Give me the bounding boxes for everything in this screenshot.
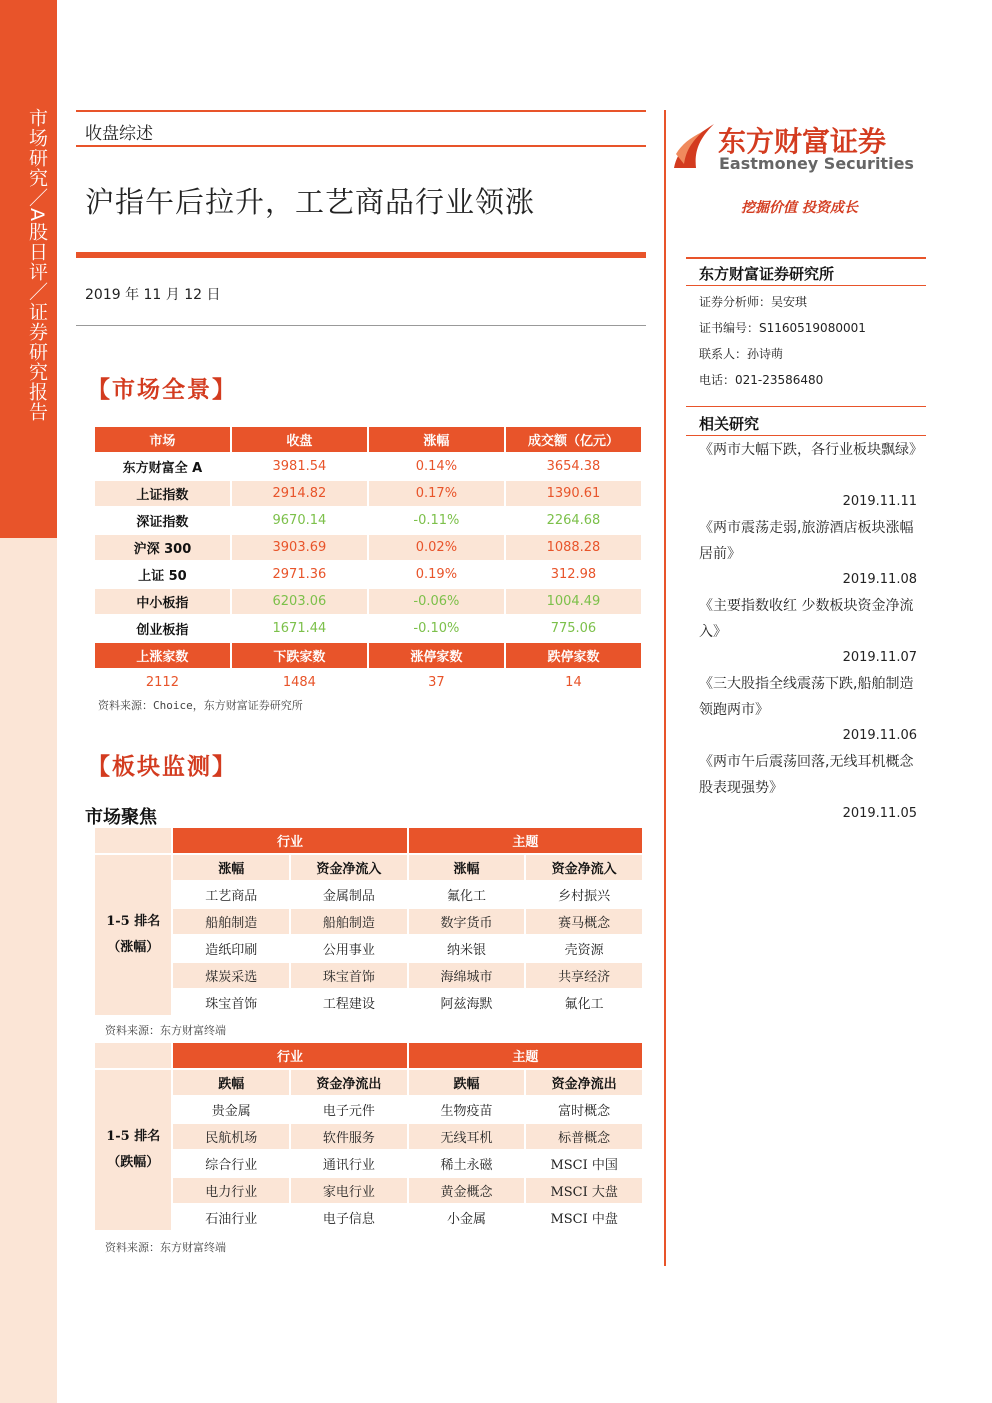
report-date: 2019 年 11 月 12 日 <box>85 287 221 303</box>
table-cell: 船舶制造 <box>173 909 289 934</box>
table-cell: 家电行业 <box>291 1178 407 1203</box>
section-label: 收盘综述 <box>85 124 153 144</box>
table-cell: 氟化工 <box>564 997 604 1012</box>
sub-header-row <box>95 855 642 880</box>
header-second-rule <box>76 145 646 147</box>
table-cell: 无线耳机 <box>409 1124 525 1149</box>
sector-down-source: 资料来源：东方财富终端 <box>105 1241 226 1254</box>
table-row <box>95 589 641 614</box>
table-row <box>95 963 642 988</box>
table-cell: 黄金概念 <box>409 1178 525 1203</box>
col-down-count: 下跌家数 <box>232 643 367 668</box>
count-row <box>95 670 641 695</box>
index-name: 上证 50 <box>138 569 187 584</box>
report-category-label: 市场研究／A股日评／证券研究报告 <box>26 108 48 422</box>
down-count: 1484 <box>282 675 316 690</box>
related-date: 2019.11.05 <box>842 806 917 821</box>
sector-heading: 【板块监测】 <box>87 753 237 780</box>
index-change: 0.14% <box>415 459 458 474</box>
table-cell: 金属制品 <box>322 889 375 904</box>
institute-bottom-rule <box>686 285 926 286</box>
table-row <box>95 562 641 587</box>
sector-down-table <box>93 1041 644 1232</box>
brand-name-cn: 东方财富证券 <box>718 125 887 158</box>
table-cell: 纳米银 <box>447 943 487 958</box>
table-cell: 工艺商品 <box>205 889 258 904</box>
related-item[interactable]: 《主要指数收红 少数板块资金净流入》 <box>699 598 914 640</box>
table-row <box>95 1178 642 1203</box>
table-cell: 电子信息 <box>322 1212 375 1227</box>
table-cell: 煤炭采选 <box>173 963 289 988</box>
group-theme: 主题 <box>409 828 642 853</box>
group-industry: 行业 <box>173 828 406 853</box>
col-up-count: 上涨家数 <box>95 643 230 668</box>
index-close: 3903.69 <box>232 535 367 560</box>
table-cell: 壳资源 <box>564 943 604 958</box>
sub-header-row <box>95 1070 642 1095</box>
related-top-rule <box>686 406 926 407</box>
table-row <box>95 909 642 934</box>
sub-header: 资金净流出 <box>526 1070 642 1095</box>
index-volume: 1004.49 <box>506 589 641 614</box>
related-date: 2019.11.07 <box>842 650 917 665</box>
related-item[interactable]: 《三大股指全线震荡下跌,船舶制造领跑两市》 <box>699 676 914 718</box>
index-volume: 2264.68 <box>546 513 601 528</box>
related-item[interactable]: 《两市午后震荡回落,无线耳机概念股表现强势》 <box>699 754 914 796</box>
index-name: 深证指数 <box>136 515 189 530</box>
related-date: 2019.11.08 <box>842 572 917 587</box>
blank-corner <box>95 828 171 853</box>
market-table <box>93 425 643 697</box>
page-title: 沪指午后拉升，工艺商品行业领涨 <box>85 185 536 219</box>
sub-header: 涨幅 <box>409 855 525 880</box>
table-cell: 船舶制造 <box>291 909 407 934</box>
table-cell: 综合行业 <box>205 1158 258 1173</box>
index-close: 2971.36 <box>272 567 327 582</box>
market-heading: 【市场全景】 <box>87 376 237 403</box>
table-row <box>95 1151 642 1176</box>
rank-label-line2: （涨幅） <box>107 940 160 955</box>
table-row <box>95 990 642 1015</box>
table-row <box>95 936 642 961</box>
table-row <box>95 616 641 641</box>
group-header-row <box>95 828 642 853</box>
contact-person: 联系人：孙诗萌 <box>699 347 784 361</box>
up-count: 2112 <box>145 675 179 690</box>
table-cell: 软件服务 <box>291 1124 407 1149</box>
group-header-row <box>95 1043 642 1068</box>
index-change: -0.10% <box>413 621 460 636</box>
table-cell: 造纸印刷 <box>205 943 258 958</box>
sub-header: 涨幅 <box>173 855 289 880</box>
index-name: 东方财富全 A <box>122 461 203 476</box>
header-top-rule <box>76 110 646 112</box>
index-change: -0.11% <box>413 513 460 528</box>
table-cell: 共享经济 <box>526 963 642 988</box>
index-close: 6203.06 <box>232 589 367 614</box>
brand-logo <box>670 120 914 174</box>
table-cell: 数字货币 <box>409 909 525 934</box>
index-change: 0.19% <box>415 567 458 582</box>
brand-slogan: 挖掘价值 投资成长 <box>741 200 858 216</box>
group-theme: 主题 <box>409 1043 642 1068</box>
index-volume: 1390.61 <box>506 481 641 506</box>
limit-down-count: 14 <box>565 675 582 690</box>
market-table-header <box>95 427 641 452</box>
col-change: 涨幅 <box>369 427 504 452</box>
table-cell: 标普概念 <box>526 1124 642 1149</box>
sub-header: 资金净流入 <box>526 855 642 880</box>
related-item[interactable]: 《两市震荡走弱,旅游酒店板块涨幅居前》 <box>699 520 914 562</box>
table-cell: 工程建设 <box>322 997 375 1012</box>
table-cell: 小金属 <box>447 1212 487 1227</box>
table-cell: 电力行业 <box>173 1178 289 1203</box>
phone-number: 电话：021-23586480 <box>699 373 824 387</box>
table-cell: 电子元件 <box>322 1104 375 1119</box>
table-row <box>95 1124 642 1149</box>
market-focus-heading: 市场聚焦 <box>85 807 157 828</box>
index-name: 沪深 300 <box>95 535 230 560</box>
rank-label-line1: 1-5 排名 <box>106 914 161 929</box>
col-volume: 成交额（亿元） <box>506 427 641 452</box>
institute-top-rule <box>686 257 926 259</box>
table-row <box>95 535 641 560</box>
table-cell: 贵金属 <box>211 1104 251 1119</box>
table-row <box>95 481 641 506</box>
index-name: 上证指数 <box>95 481 230 506</box>
market-source: 资料来源：Choice，东方财富证券研究所 <box>98 699 303 712</box>
index-name: 创业板指 <box>136 623 189 638</box>
table-row <box>95 1097 642 1122</box>
index-close: 9670.14 <box>272 513 327 528</box>
table-row <box>95 882 642 907</box>
limit-up-count: 37 <box>428 675 445 690</box>
index-change: 0.17% <box>369 481 504 506</box>
index-volume: 3654.38 <box>546 459 601 474</box>
related-date: 2019.11.06 <box>842 728 917 743</box>
table-row <box>95 454 641 479</box>
sector-up-source: 资料来源：东方财富终端 <box>105 1024 226 1037</box>
col-limit-down: 跌停家数 <box>506 643 641 668</box>
table-cell: 公用事业 <box>322 943 375 958</box>
related-title: 相关研究 <box>699 415 760 433</box>
table-cell: 稀土永磁 <box>440 1158 493 1173</box>
related-item[interactable]: 《两市大幅下跌，各行业板块飘绿》 <box>699 442 923 458</box>
table-cell: 珠宝首饰 <box>205 997 258 1012</box>
table-cell: 珠宝首饰 <box>291 963 407 988</box>
table-cell: 乡村振兴 <box>558 889 611 904</box>
count-header-row <box>95 643 641 668</box>
table-cell: 氟化工 <box>447 889 487 904</box>
index-close: 3981.54 <box>272 459 327 474</box>
index-volume: 312.98 <box>550 567 597 582</box>
sub-header: 资金净流出 <box>291 1070 407 1095</box>
table-cell: 阿兹海默 <box>440 997 493 1012</box>
table-cell: 富时概念 <box>558 1104 611 1119</box>
blank-corner <box>95 1043 171 1068</box>
table-row <box>95 1205 642 1230</box>
rank-label-line2: （跌幅） <box>107 1155 160 1170</box>
brand-flame-icon <box>670 120 716 170</box>
index-volume: 775.06 <box>550 621 597 636</box>
col-limit-up: 涨停家数 <box>369 643 504 668</box>
brand-name-en: Eastmoney Securities <box>719 154 914 173</box>
index-name: 中小板指 <box>95 589 230 614</box>
rank-label <box>95 1070 171 1230</box>
institute-title: 东方财富证券研究所 <box>699 265 835 283</box>
table-cell: 赛马概念 <box>526 909 642 934</box>
table-cell: MSCI 中盘 <box>550 1212 618 1227</box>
group-industry: 行业 <box>173 1043 406 1068</box>
table-cell: 生物疫苗 <box>440 1104 493 1119</box>
certificate-number: 证书编号：S1160519080001 <box>699 321 866 335</box>
sub-header: 跌幅 <box>409 1070 525 1095</box>
col-close: 收盘 <box>232 427 367 452</box>
table-cell: 通讯行业 <box>322 1158 375 1173</box>
sub-header: 跌幅 <box>173 1070 289 1095</box>
index-close: 2914.82 <box>232 481 367 506</box>
analyst-name: 证券分析师：吴安琪 <box>699 295 808 309</box>
sidebar-band <box>0 0 57 1403</box>
column-divider <box>664 110 666 1266</box>
table-cell: MSCI 大盘 <box>526 1178 642 1203</box>
table-cell: 海绵城市 <box>409 963 525 988</box>
date-rule <box>76 325 646 326</box>
table-cell: 民航机场 <box>173 1124 289 1149</box>
index-change: 0.02% <box>369 535 504 560</box>
rank-label <box>95 855 171 1015</box>
title-underline <box>76 252 646 258</box>
table-cell: MSCI 中国 <box>550 1158 618 1173</box>
index-volume: 1088.28 <box>506 535 641 560</box>
col-market: 市场 <box>95 427 230 452</box>
table-row <box>95 508 641 533</box>
sub-header: 资金净流入 <box>291 855 407 880</box>
sector-up-table <box>93 826 644 1017</box>
table-cell: 石油行业 <box>205 1212 258 1227</box>
index-change: -0.06% <box>369 589 504 614</box>
related-bottom-rule <box>686 435 926 436</box>
rank-label-line1: 1-5 排名 <box>106 1129 161 1144</box>
related-date: 2019.11.11 <box>842 494 917 509</box>
index-close: 1671.44 <box>272 621 327 636</box>
